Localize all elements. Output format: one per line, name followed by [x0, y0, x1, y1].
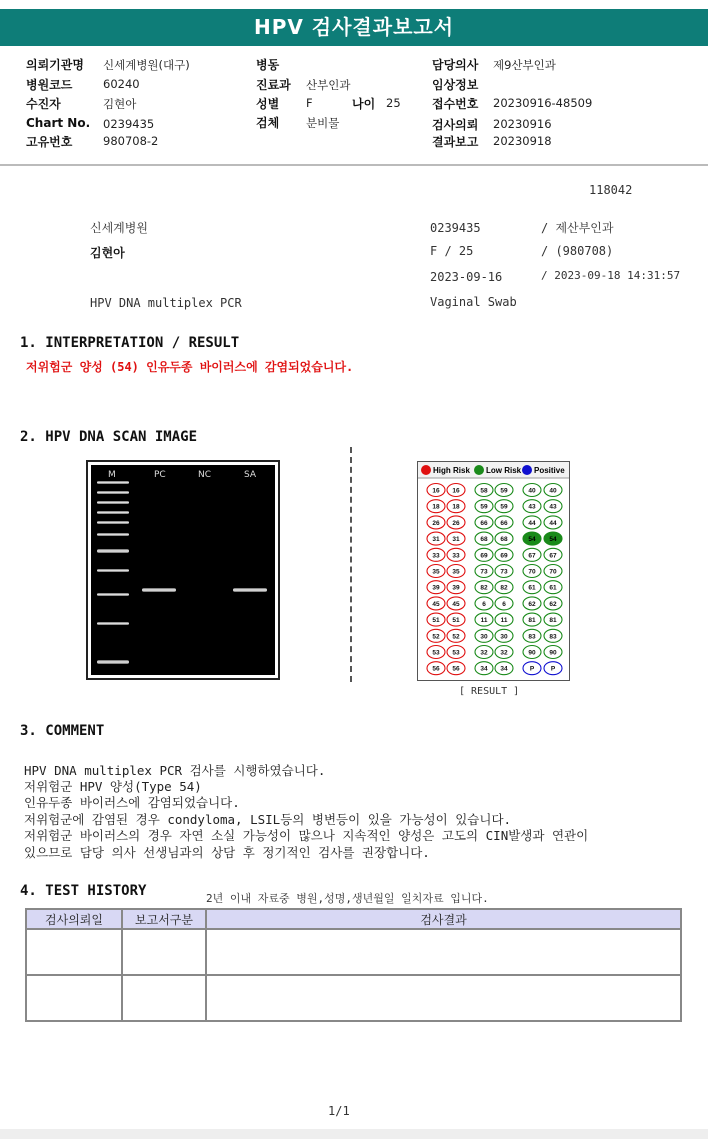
- section-title-scan-image: 2. HPV DNA SCAN IMAGE: [20, 429, 198, 445]
- ladder-band: [97, 521, 129, 524]
- header-label: 진료과: [256, 78, 291, 92]
- header-value: 0239435: [103, 117, 155, 131]
- chip-spot-label: 44: [528, 519, 536, 527]
- chip-spot-label: 52: [432, 633, 440, 641]
- table-row: [26, 975, 681, 1021]
- lane-label: PC: [154, 470, 166, 480]
- legend-label: Low Risk: [486, 466, 522, 475]
- chip-spot-label: 59: [500, 487, 508, 495]
- chip-spot-label: 70: [528, 568, 536, 576]
- chip-spot-label: 67: [528, 552, 536, 560]
- department: / 제산부인과: [541, 221, 614, 235]
- chip-spot-label: 32: [500, 649, 508, 657]
- legend-dot: [421, 465, 431, 475]
- chip-spot-label: 26: [452, 519, 460, 527]
- column-header: 검사결과: [206, 909, 681, 929]
- chip-spot-label: 61: [528, 584, 536, 592]
- chip-spot-label: 43: [528, 503, 536, 511]
- gel-bands: [91, 465, 275, 675]
- header-value: 20230918: [493, 134, 552, 148]
- patient-name: 김현아: [90, 246, 125, 260]
- chip-spot-label: 59: [480, 503, 488, 511]
- birth-date: / (980708): [541, 244, 614, 258]
- ladder-band: [97, 481, 129, 484]
- chip-spot-label: 43: [549, 503, 557, 511]
- sa-band: [233, 588, 267, 592]
- chip-spot-label: 81: [528, 617, 536, 625]
- chip-spot-label: 40: [549, 487, 557, 495]
- comment-line: 저위험군 바이러스의 경우 자연 소실 가능성이 많으나 지속적인 양성은 고도의 CIN발생과 연관이: [24, 828, 589, 843]
- column-header: 검사의뢰일: [26, 909, 122, 929]
- chip-spot-label: 81: [549, 617, 557, 625]
- divider: [350, 447, 352, 682]
- chip-spot-label: 61: [549, 584, 557, 592]
- result-text: 저위험군 양성 (54) 인유두종 바이러스에 감염되었습니다.: [26, 360, 354, 374]
- chip-spot-label: 33: [432, 552, 440, 560]
- chip-spot-label: 32: [480, 649, 488, 657]
- table-cell: [122, 975, 206, 1021]
- comment-line: 있으므로 담당 의사 선생님과의 상담 후 정기적인 검사를 권장합니다.: [24, 845, 430, 860]
- chip-spot-label: 31: [452, 536, 460, 544]
- comment-line: 인유두종 바이러스에 감염되었습니다.: [24, 795, 240, 810]
- section-title-comment: 3. COMMENT: [20, 723, 105, 739]
- header-value: 60240: [103, 77, 140, 91]
- hpv-chip-grid: [417, 461, 570, 681]
- chip-spot-label: 54: [528, 536, 536, 544]
- header-label: 수진자: [26, 97, 61, 111]
- header-value: 980708-2: [103, 134, 159, 148]
- table-row: [26, 929, 681, 975]
- lane-label: NC: [198, 470, 212, 480]
- chip-spot-label: 40: [528, 487, 536, 495]
- comment-line: 저위험군 HPV 양성(Type 54): [24, 779, 202, 794]
- gel-image: [86, 460, 280, 680]
- chip-spot-label: 73: [500, 568, 508, 576]
- sex-age: F / 25: [430, 244, 474, 258]
- chip-spot-label: 53: [432, 649, 440, 657]
- chip-spot-label: 6: [502, 600, 506, 608]
- chip-spot-label: 82: [480, 584, 488, 592]
- table-cell: [206, 975, 681, 1021]
- header-label: 접수번호: [432, 97, 479, 111]
- chip-spot-label: 44: [549, 519, 557, 527]
- chip-spot-label: 52: [452, 633, 460, 641]
- specimen-type: Vaginal Swab: [430, 295, 517, 309]
- chip-spot-label: 26: [432, 519, 440, 527]
- ladder-band: [97, 660, 129, 664]
- comment-line: HPV DNA multiplex PCR 검사를 시행하였습니다.: [24, 763, 326, 778]
- header-value: F: [306, 96, 313, 110]
- legend-label: High Risk: [433, 466, 470, 475]
- page-number: 1/1: [328, 1104, 350, 1118]
- ladder-band: [97, 569, 129, 572]
- legend-label: Positive: [534, 466, 565, 475]
- chip-spot-label: 30: [500, 633, 508, 641]
- table-cell: [26, 975, 122, 1021]
- lane-label: M: [108, 470, 116, 480]
- chip-spot-label: P: [550, 665, 556, 673]
- chip-spot-label: 69: [500, 552, 508, 560]
- chip-spot-label: 33: [452, 552, 460, 560]
- history-table: [25, 908, 682, 1022]
- ladder-band: [97, 593, 129, 596]
- chip-spot-label: 45: [452, 600, 460, 608]
- header-label: 고유번호: [26, 135, 73, 149]
- chip-spot-label: 18: [452, 503, 460, 511]
- pc-band: [142, 588, 176, 592]
- test-name: HPV DNA multiplex PCR: [90, 296, 242, 310]
- table-header-row: [26, 909, 681, 929]
- chip-spot-label: 62: [528, 600, 536, 608]
- comment-line: 저위험군에 감염된 경우 condyloma, LSIL등의 병변등이 있을 가능성이 있습니다.: [24, 812, 512, 827]
- chip-spot-label: 56: [432, 665, 440, 673]
- header-label: 의뢰기관명: [26, 58, 84, 72]
- column-header: 보고서구분: [122, 909, 206, 929]
- chip-spot-label: P: [529, 665, 535, 673]
- received-date: 2023-09-16: [430, 270, 503, 284]
- chip-spot-label: 90: [549, 649, 557, 657]
- section-title-interpretation: 1. INTERPRETATION / RESULT: [20, 335, 240, 351]
- hospital-name: 신세계병원: [90, 221, 148, 235]
- chip-spot-label: 16: [432, 487, 440, 495]
- header-label: 나이: [352, 97, 376, 111]
- header-label: 결과보고: [432, 135, 479, 149]
- chip-svg: [418, 462, 569, 680]
- table-cell: [122, 929, 206, 975]
- report-header: [0, 46, 708, 166]
- chip-spot-label: 58: [480, 487, 488, 495]
- table-cell: [26, 929, 122, 975]
- header-value: 김현아: [103, 97, 137, 111]
- chip-spot-label: 83: [528, 633, 536, 641]
- chip-spot-label: 34: [500, 665, 508, 673]
- chip-spot-label: 56: [452, 665, 460, 673]
- marker-ladder: [97, 481, 129, 664]
- chip-spot-label: 68: [500, 536, 508, 544]
- chip-spot-label: 31: [432, 536, 440, 544]
- chip-spot-label: 51: [452, 617, 460, 625]
- chip-spot-label: 67: [549, 552, 557, 560]
- chip-spot-label: 34: [480, 665, 488, 673]
- report-id: 118042: [589, 183, 633, 197]
- table-cell: [206, 929, 681, 975]
- chip-spot-label: 53: [452, 649, 460, 657]
- chip-spot-label: 18: [432, 503, 440, 511]
- chip-spot-label: 35: [432, 568, 440, 576]
- chip-spot-label: 6: [482, 600, 486, 608]
- ladder-band: [97, 549, 129, 553]
- report-title: HPV 검사결과보고서: [0, 9, 708, 46]
- header-value: 분비물: [306, 116, 340, 130]
- chip-spot-label: 54: [549, 536, 557, 544]
- chip-spot-label: 16: [452, 487, 460, 495]
- chip-caption: [ RESULT ]: [459, 686, 520, 697]
- chip-spot-label: 30: [480, 633, 488, 641]
- bottom-bar: [0, 1129, 708, 1139]
- header-label: 성별: [256, 97, 280, 111]
- header-label: 담당의사: [432, 58, 479, 72]
- header-label: 검체: [256, 116, 280, 130]
- lane-label: SA: [244, 470, 257, 480]
- chart-number: 0239435: [430, 221, 481, 235]
- ladder-band: [97, 533, 129, 536]
- chip-spot-label: 90: [528, 649, 536, 657]
- header-label: 임상정보: [432, 78, 479, 92]
- legend-dot: [474, 465, 484, 475]
- chip-spot-label: 82: [500, 584, 508, 592]
- header-label: Chart No.: [26, 116, 91, 130]
- reported-at: / 2023-09-18 14:31:57: [541, 269, 681, 282]
- ladder-band: [97, 511, 129, 514]
- header-label: 병동: [256, 58, 280, 72]
- history-note: 2년 이내 자료중 병원,성명,생년월일 일치자료 입니다.: [206, 892, 489, 905]
- chip-spot-label: 11: [500, 617, 508, 625]
- header-value: 25: [386, 96, 401, 110]
- header-label: 병원코드: [26, 78, 73, 92]
- chip-spot-label: 35: [452, 568, 460, 576]
- legend-dot: [522, 465, 532, 475]
- chip-spot-label: 45: [432, 600, 440, 608]
- chip-spot-label: 83: [549, 633, 557, 641]
- header-value: 20230916-48509: [493, 96, 593, 110]
- header-value: 20230916: [493, 117, 552, 131]
- chip-spot-label: 11: [480, 617, 488, 625]
- ladder-band: [97, 491, 129, 494]
- chip-spot-label: 66: [480, 519, 488, 527]
- header-value: 산부인과: [306, 78, 351, 92]
- header-value: 제9산부인과: [493, 58, 556, 72]
- chip-spot-label: 68: [480, 536, 488, 544]
- chip-spot-label: 51: [432, 617, 440, 625]
- ladder-band: [97, 622, 129, 625]
- section-title-history: 4. TEST HISTORY: [20, 883, 147, 899]
- ladder-band: [97, 501, 129, 504]
- chip-spot-label: 39: [452, 584, 460, 592]
- chip-spot-label: 73: [480, 568, 488, 576]
- chip-spot-label: 39: [432, 584, 440, 592]
- chip-spot-label: 66: [500, 519, 508, 527]
- header-value: 신세계병원(대구): [103, 58, 190, 72]
- chip-spot-label: 62: [549, 600, 557, 608]
- header-label: 검사의뢰: [432, 118, 479, 132]
- chip-spot-label: 59: [500, 503, 508, 511]
- chip-spot-label: 69: [480, 552, 488, 560]
- chip-spot-label: 70: [549, 568, 557, 576]
